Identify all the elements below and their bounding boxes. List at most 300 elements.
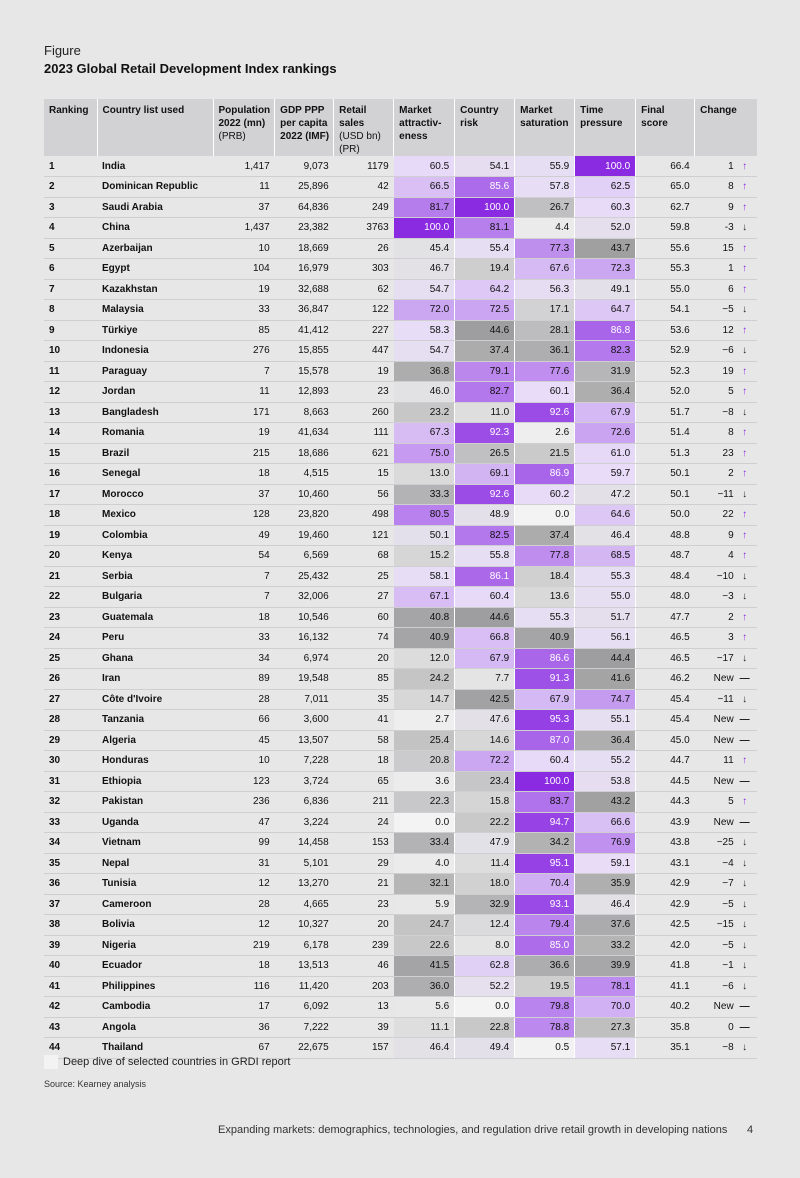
change-cell: [695, 976, 757, 997]
retail-sales-cell: 122: [334, 300, 394, 321]
country-cell: Vietnam: [97, 833, 213, 854]
market-saturation-cell: 0.0: [515, 505, 575, 526]
retail-sales-cell: 157: [334, 1038, 394, 1059]
market-attractiveness-cell: 50.1: [394, 525, 455, 546]
change-cell: [695, 238, 757, 259]
market-attractiveness-cell: 66.5: [394, 177, 455, 198]
country-cell: Angola: [97, 1017, 213, 1038]
change-cell: [695, 730, 757, 751]
country-risk-cell: 49.4: [455, 1038, 515, 1059]
country-risk-cell: 81.1: [455, 218, 515, 239]
retail-sales-cell: 1179: [334, 156, 394, 177]
retail-sales-cell: 74: [334, 628, 394, 649]
table-row: [44, 751, 757, 772]
market-attractiveness-cell: 22.6: [394, 935, 455, 956]
arrow-down-icon: ↓: [742, 960, 748, 972]
market-attractiveness-cell: 75.0: [394, 443, 455, 464]
country-cell: Ghana: [97, 648, 213, 669]
country-risk-cell: 66.8: [455, 628, 515, 649]
market-saturation-cell: 95.3: [515, 710, 575, 731]
rank-cell: 28: [44, 710, 97, 731]
population-cell: 45: [213, 730, 275, 751]
final-score-cell: 35.8: [636, 1017, 695, 1038]
final-score-cell: 47.7: [636, 607, 695, 628]
country-risk-cell: 26.5: [455, 443, 515, 464]
country-cell: Bulgaria: [97, 587, 213, 608]
time-pressure-cell: 62.5: [575, 177, 636, 198]
country-cell: Uganda: [97, 812, 213, 833]
rank-cell: 37: [44, 894, 97, 915]
market-attractiveness-cell: 32.1: [394, 874, 455, 895]
market-attractiveness-cell: 54.7: [394, 341, 455, 362]
change-value: −8: [722, 406, 734, 418]
country-risk-cell: 14.6: [455, 730, 515, 751]
final-score-cell: 43.8: [636, 833, 695, 854]
retail-sales-cell: 58: [334, 730, 394, 751]
time-pressure-cell: 86.8: [575, 320, 636, 341]
retail-sales-cell: 23: [334, 382, 394, 403]
gdp-cell: 11,420: [275, 976, 334, 997]
change-cell: [695, 361, 757, 382]
gdp-cell: 14,458: [275, 833, 334, 854]
rank-cell: 7: [44, 279, 97, 300]
population-cell: 11: [213, 177, 275, 198]
time-pressure-cell: 36.4: [575, 382, 636, 403]
rank-cell: 5: [44, 238, 97, 259]
country-cell: Peru: [97, 628, 213, 649]
gdp-cell: 9,073: [275, 156, 334, 177]
country-cell: Tunisia: [97, 874, 213, 895]
change-cell: [695, 156, 757, 177]
change-value: 19: [722, 365, 734, 377]
figure-label: Figure: [44, 43, 81, 58]
change-value: New: [713, 1001, 734, 1013]
arrow-up-icon: ↑: [742, 386, 748, 398]
arrow-down-icon: ↓: [742, 939, 748, 951]
table-row: [44, 566, 757, 587]
country-cell: Senegal: [97, 464, 213, 485]
final-score-cell: 43.1: [636, 853, 695, 874]
change-value: −1: [722, 960, 734, 972]
footer-text: Expanding markets: demographics, technologies, and regulation drive retail growth in developing nations: [218, 1124, 728, 1136]
final-score-cell: 45.4: [636, 689, 695, 710]
country-risk-cell: 72.2: [455, 751, 515, 772]
country-risk-cell: 23.4: [455, 771, 515, 792]
population-cell: 10: [213, 751, 275, 772]
population-cell: 7: [213, 361, 275, 382]
retail-sales-cell: 60: [334, 607, 394, 628]
country-risk-cell: 62.8: [455, 956, 515, 977]
change-cell: [695, 833, 757, 854]
country-cell: Tanzania: [97, 710, 213, 731]
population-cell: 11: [213, 382, 275, 403]
table-row: [44, 915, 757, 936]
country-risk-cell: 86.1: [455, 566, 515, 587]
retail-sales-cell: 21: [334, 874, 394, 895]
gdp-cell: 23,382: [275, 218, 334, 239]
country-risk-cell: 22.8: [455, 1017, 515, 1038]
country-risk-cell: 55.4: [455, 238, 515, 259]
rank-cell: 6: [44, 259, 97, 280]
change-cell: [695, 587, 757, 608]
market-saturation-cell: 93.1: [515, 894, 575, 915]
header-final-score: Final score: [636, 99, 695, 156]
market-saturation-cell: 26.7: [515, 197, 575, 218]
time-pressure-cell: 67.9: [575, 402, 636, 423]
arrow-up-icon: ↑: [742, 324, 748, 336]
country-cell: Kazakhstan: [97, 279, 213, 300]
time-pressure-cell: 44.4: [575, 648, 636, 669]
rank-cell: 4: [44, 218, 97, 239]
arrow-up-icon: ↑: [742, 427, 748, 439]
arrow-up-icon: ↑: [742, 632, 748, 644]
retail-sales-cell: 19: [334, 361, 394, 382]
retail-sales-cell: 27: [334, 587, 394, 608]
final-score-cell: 46.2: [636, 669, 695, 690]
country-risk-cell: 79.1: [455, 361, 515, 382]
gdp-cell: 36,847: [275, 300, 334, 321]
gdp-cell: 25,432: [275, 566, 334, 587]
retail-sales-cell: 15: [334, 464, 394, 485]
arrow-down-icon: ↓: [742, 898, 748, 910]
arrow-down-icon: ↓: [742, 406, 748, 418]
time-pressure-cell: 56.1: [575, 628, 636, 649]
change-value: −5: [722, 939, 734, 951]
header-market-saturation: Market saturation: [515, 99, 575, 156]
market-attractiveness-cell: 58.3: [394, 320, 455, 341]
gdp-cell: 7,011: [275, 689, 334, 710]
table-row: [44, 710, 757, 731]
table-row: [44, 156, 757, 177]
gdp-cell: 18,669: [275, 238, 334, 259]
table-row: [44, 238, 757, 259]
change-cell: [695, 997, 757, 1018]
time-pressure-cell: 46.4: [575, 894, 636, 915]
final-score-cell: 66.4: [636, 156, 695, 177]
table-row: [44, 525, 757, 546]
market-saturation-cell: 77.6: [515, 361, 575, 382]
country-cell: Colombia: [97, 525, 213, 546]
rank-cell: 41: [44, 976, 97, 997]
market-saturation-cell: 37.4: [515, 525, 575, 546]
arrow-up-icon: ↑: [742, 283, 748, 295]
table-row: [44, 505, 757, 526]
market-attractiveness-cell: 15.2: [394, 546, 455, 567]
table-row: [44, 628, 757, 649]
time-pressure-cell: 43.7: [575, 238, 636, 259]
population-cell: 12: [213, 915, 275, 936]
market-saturation-cell: 18.4: [515, 566, 575, 587]
market-attractiveness-cell: 24.7: [394, 915, 455, 936]
final-score-cell: 42.0: [636, 935, 695, 956]
population-cell: 33: [213, 300, 275, 321]
market-attractiveness-cell: 36.8: [394, 361, 455, 382]
table-row: [44, 894, 757, 915]
time-pressure-cell: 47.2: [575, 484, 636, 505]
change-cell: [695, 607, 757, 628]
time-pressure-cell: 55.1: [575, 710, 636, 731]
table-row: [44, 197, 757, 218]
rank-cell: 20: [44, 546, 97, 567]
change-value: 9: [728, 201, 734, 213]
population-cell: 18: [213, 956, 275, 977]
time-pressure-cell: 51.7: [575, 607, 636, 628]
population-cell: 54: [213, 546, 275, 567]
arrow-down-icon: ↓: [742, 857, 748, 869]
country-cell: Egypt: [97, 259, 213, 280]
gdp-cell: 10,546: [275, 607, 334, 628]
table-row: [44, 464, 757, 485]
change-cell: [695, 628, 757, 649]
country-risk-cell: 11.4: [455, 853, 515, 874]
arrow-up-icon: ↑: [742, 181, 748, 193]
table-row: [44, 177, 757, 198]
change-cell: [695, 812, 757, 833]
population-cell: 49: [213, 525, 275, 546]
population-cell: 215: [213, 443, 275, 464]
change-cell: [695, 915, 757, 936]
market-attractiveness-cell: 14.7: [394, 689, 455, 710]
final-score-cell: 42.9: [636, 874, 695, 895]
population-cell: 36: [213, 1017, 275, 1038]
population-cell: 12: [213, 874, 275, 895]
time-pressure-cell: 76.9: [575, 833, 636, 854]
country-risk-cell: 37.4: [455, 341, 515, 362]
market-attractiveness-cell: 40.8: [394, 607, 455, 628]
arrow-down-icon: ↓: [742, 488, 748, 500]
time-pressure-cell: 55.3: [575, 566, 636, 587]
arrow-up-icon: ↑: [742, 160, 748, 172]
table-row: [44, 218, 757, 239]
table-row: [44, 484, 757, 505]
country-risk-cell: 67.9: [455, 648, 515, 669]
change-cell: [695, 566, 757, 587]
country-cell: Indonesia: [97, 341, 213, 362]
gdp-cell: 6,092: [275, 997, 334, 1018]
population-cell: 33: [213, 628, 275, 649]
retail-sales-cell: 20: [334, 648, 394, 669]
market-saturation-cell: 92.6: [515, 402, 575, 423]
change-cell: [695, 218, 757, 239]
arrow-up-icon: ↑: [742, 468, 748, 480]
country-risk-cell: 48.9: [455, 505, 515, 526]
market-attractiveness-cell: 13.0: [394, 464, 455, 485]
time-pressure-cell: 55.2: [575, 751, 636, 772]
population-cell: 31: [213, 853, 275, 874]
population-cell: 37: [213, 197, 275, 218]
country-risk-cell: 18.0: [455, 874, 515, 895]
gdp-cell: 64,836: [275, 197, 334, 218]
rank-cell: 22: [44, 587, 97, 608]
market-saturation-cell: 77.8: [515, 546, 575, 567]
rank-cell: 42: [44, 997, 97, 1018]
retail-sales-cell: 227: [334, 320, 394, 341]
rank-cell: 24: [44, 628, 97, 649]
population-cell: 171: [213, 402, 275, 423]
market-attractiveness-cell: 67.3: [394, 423, 455, 444]
market-attractiveness-cell: 58.1: [394, 566, 455, 587]
table-row: [44, 341, 757, 362]
country-risk-cell: 69.1: [455, 464, 515, 485]
country-risk-cell: 32.9: [455, 894, 515, 915]
market-saturation-cell: 36.1: [515, 341, 575, 362]
time-pressure-cell: 59.7: [575, 464, 636, 485]
market-saturation-cell: 70.4: [515, 874, 575, 895]
final-score-cell: 45.4: [636, 710, 695, 731]
table-row: [44, 587, 757, 608]
rank-cell: 38: [44, 915, 97, 936]
market-attractiveness-cell: 3.6: [394, 771, 455, 792]
market-attractiveness-cell: 2.7: [394, 710, 455, 731]
change-cell: [695, 894, 757, 915]
country-risk-cell: 44.6: [455, 320, 515, 341]
change-value: New: [713, 734, 734, 746]
dash-icon: —: [739, 1001, 750, 1013]
change-value: New: [713, 816, 734, 828]
gdp-cell: 13,270: [275, 874, 334, 895]
market-saturation-cell: 77.3: [515, 238, 575, 259]
market-attractiveness-cell: 5.6: [394, 997, 455, 1018]
time-pressure-cell: 74.7: [575, 689, 636, 710]
change-value: −7: [722, 878, 734, 890]
country-cell: Romania: [97, 423, 213, 444]
country-risk-cell: 52.2: [455, 976, 515, 997]
change-value: −6: [722, 980, 734, 992]
arrow-down-icon: ↓: [742, 570, 748, 582]
market-attractiveness-cell: 46.7: [394, 259, 455, 280]
market-saturation-cell: 85.0: [515, 935, 575, 956]
country-cell: Brazil: [97, 443, 213, 464]
change-cell: [695, 689, 757, 710]
rank-cell: 15: [44, 443, 97, 464]
rank-cell: 18: [44, 505, 97, 526]
population-cell: 236: [213, 792, 275, 813]
change-cell: [695, 771, 757, 792]
final-score-cell: 52.9: [636, 341, 695, 362]
population-cell: 1,437: [213, 218, 275, 239]
market-attractiveness-cell: 40.9: [394, 628, 455, 649]
change-value: −5: [722, 898, 734, 910]
gdp-cell: 6,836: [275, 792, 334, 813]
country-risk-cell: 44.6: [455, 607, 515, 628]
change-value: 5: [728, 386, 734, 398]
country-cell: Nepal: [97, 853, 213, 874]
change-cell: [695, 874, 757, 895]
retail-sales-cell: 39: [334, 1017, 394, 1038]
table-row: [44, 792, 757, 813]
change-cell: [695, 177, 757, 198]
retail-sales-cell: 35: [334, 689, 394, 710]
dash-icon: —: [739, 816, 750, 828]
gdp-cell: 10,460: [275, 484, 334, 505]
rank-cell: 43: [44, 1017, 97, 1038]
arrow-down-icon: ↓: [742, 591, 748, 603]
country-risk-cell: 19.4: [455, 259, 515, 280]
rank-cell: 3: [44, 197, 97, 218]
rank-cell: 40: [44, 956, 97, 977]
table-row: [44, 669, 757, 690]
dash-icon: —: [739, 714, 750, 726]
country-cell: Honduras: [97, 751, 213, 772]
change-value: 15: [722, 242, 734, 254]
final-score-cell: 43.9: [636, 812, 695, 833]
arrow-up-icon: ↑: [742, 796, 748, 808]
rank-cell: 26: [44, 669, 97, 690]
market-attractiveness-cell: 46.0: [394, 382, 455, 403]
final-score-cell: 40.2: [636, 997, 695, 1018]
change-value: New: [713, 775, 734, 787]
market-saturation-cell: 19.5: [515, 976, 575, 997]
source-note: Source: Kearney analysis: [44, 1079, 147, 1089]
final-score-cell: 42.5: [636, 915, 695, 936]
population-cell: 34: [213, 648, 275, 669]
country-cell: Cameroon: [97, 894, 213, 915]
country-risk-cell: 15.8: [455, 792, 515, 813]
market-saturation-cell: 55.9: [515, 156, 575, 177]
population-cell: 37: [213, 484, 275, 505]
time-pressure-cell: 37.6: [575, 915, 636, 936]
change-cell: [695, 279, 757, 300]
time-pressure-cell: 64.6: [575, 505, 636, 526]
final-score-cell: 53.6: [636, 320, 695, 341]
final-score-cell: 44.5: [636, 771, 695, 792]
country-cell: Morocco: [97, 484, 213, 505]
market-attractiveness-cell: 22.3: [394, 792, 455, 813]
rank-cell: 32: [44, 792, 97, 813]
rank-cell: 31: [44, 771, 97, 792]
country-risk-cell: 82.7: [455, 382, 515, 403]
country-cell: Algeria: [97, 730, 213, 751]
gdp-cell: 16,132: [275, 628, 334, 649]
population-cell: 1,417: [213, 156, 275, 177]
market-saturation-cell: 21.5: [515, 443, 575, 464]
retail-sales-cell: 85: [334, 669, 394, 690]
market-saturation-cell: 36.6: [515, 956, 575, 977]
dash-icon: —: [739, 673, 750, 685]
country-risk-cell: 0.0: [455, 997, 515, 1018]
rank-cell: 39: [44, 935, 97, 956]
population-cell: 28: [213, 689, 275, 710]
change-value: −5: [722, 304, 734, 316]
gdp-cell: 6,178: [275, 935, 334, 956]
country-cell: Azerbaijan: [97, 238, 213, 259]
market-saturation-cell: 86.6: [515, 648, 575, 669]
final-score-cell: 59.8: [636, 218, 695, 239]
retail-sales-cell: 249: [334, 197, 394, 218]
change-value: 12: [722, 324, 734, 336]
arrow-up-icon: ↑: [742, 201, 748, 213]
header-retail-sales: Retail sales (USD bn) (PR): [334, 99, 394, 156]
retail-sales-cell: 211: [334, 792, 394, 813]
arrow-up-icon: ↑: [742, 263, 748, 275]
rank-cell: 21: [44, 566, 97, 587]
gdp-cell: 4,515: [275, 464, 334, 485]
change-cell: [695, 546, 757, 567]
retail-sales-cell: 20: [334, 915, 394, 936]
final-score-cell: 54.1: [636, 300, 695, 321]
table-row: [44, 423, 757, 444]
market-saturation-cell: 2.6: [515, 423, 575, 444]
country-risk-cell: 11.0: [455, 402, 515, 423]
time-pressure-cell: 68.5: [575, 546, 636, 567]
change-value: −4: [722, 857, 734, 869]
country-risk-cell: 55.8: [455, 546, 515, 567]
page-number: 4: [747, 1124, 754, 1136]
change-cell: [695, 341, 757, 362]
change-cell: [695, 1017, 757, 1038]
final-score-cell: 55.6: [636, 238, 695, 259]
country-cell: Ethiopia: [97, 771, 213, 792]
